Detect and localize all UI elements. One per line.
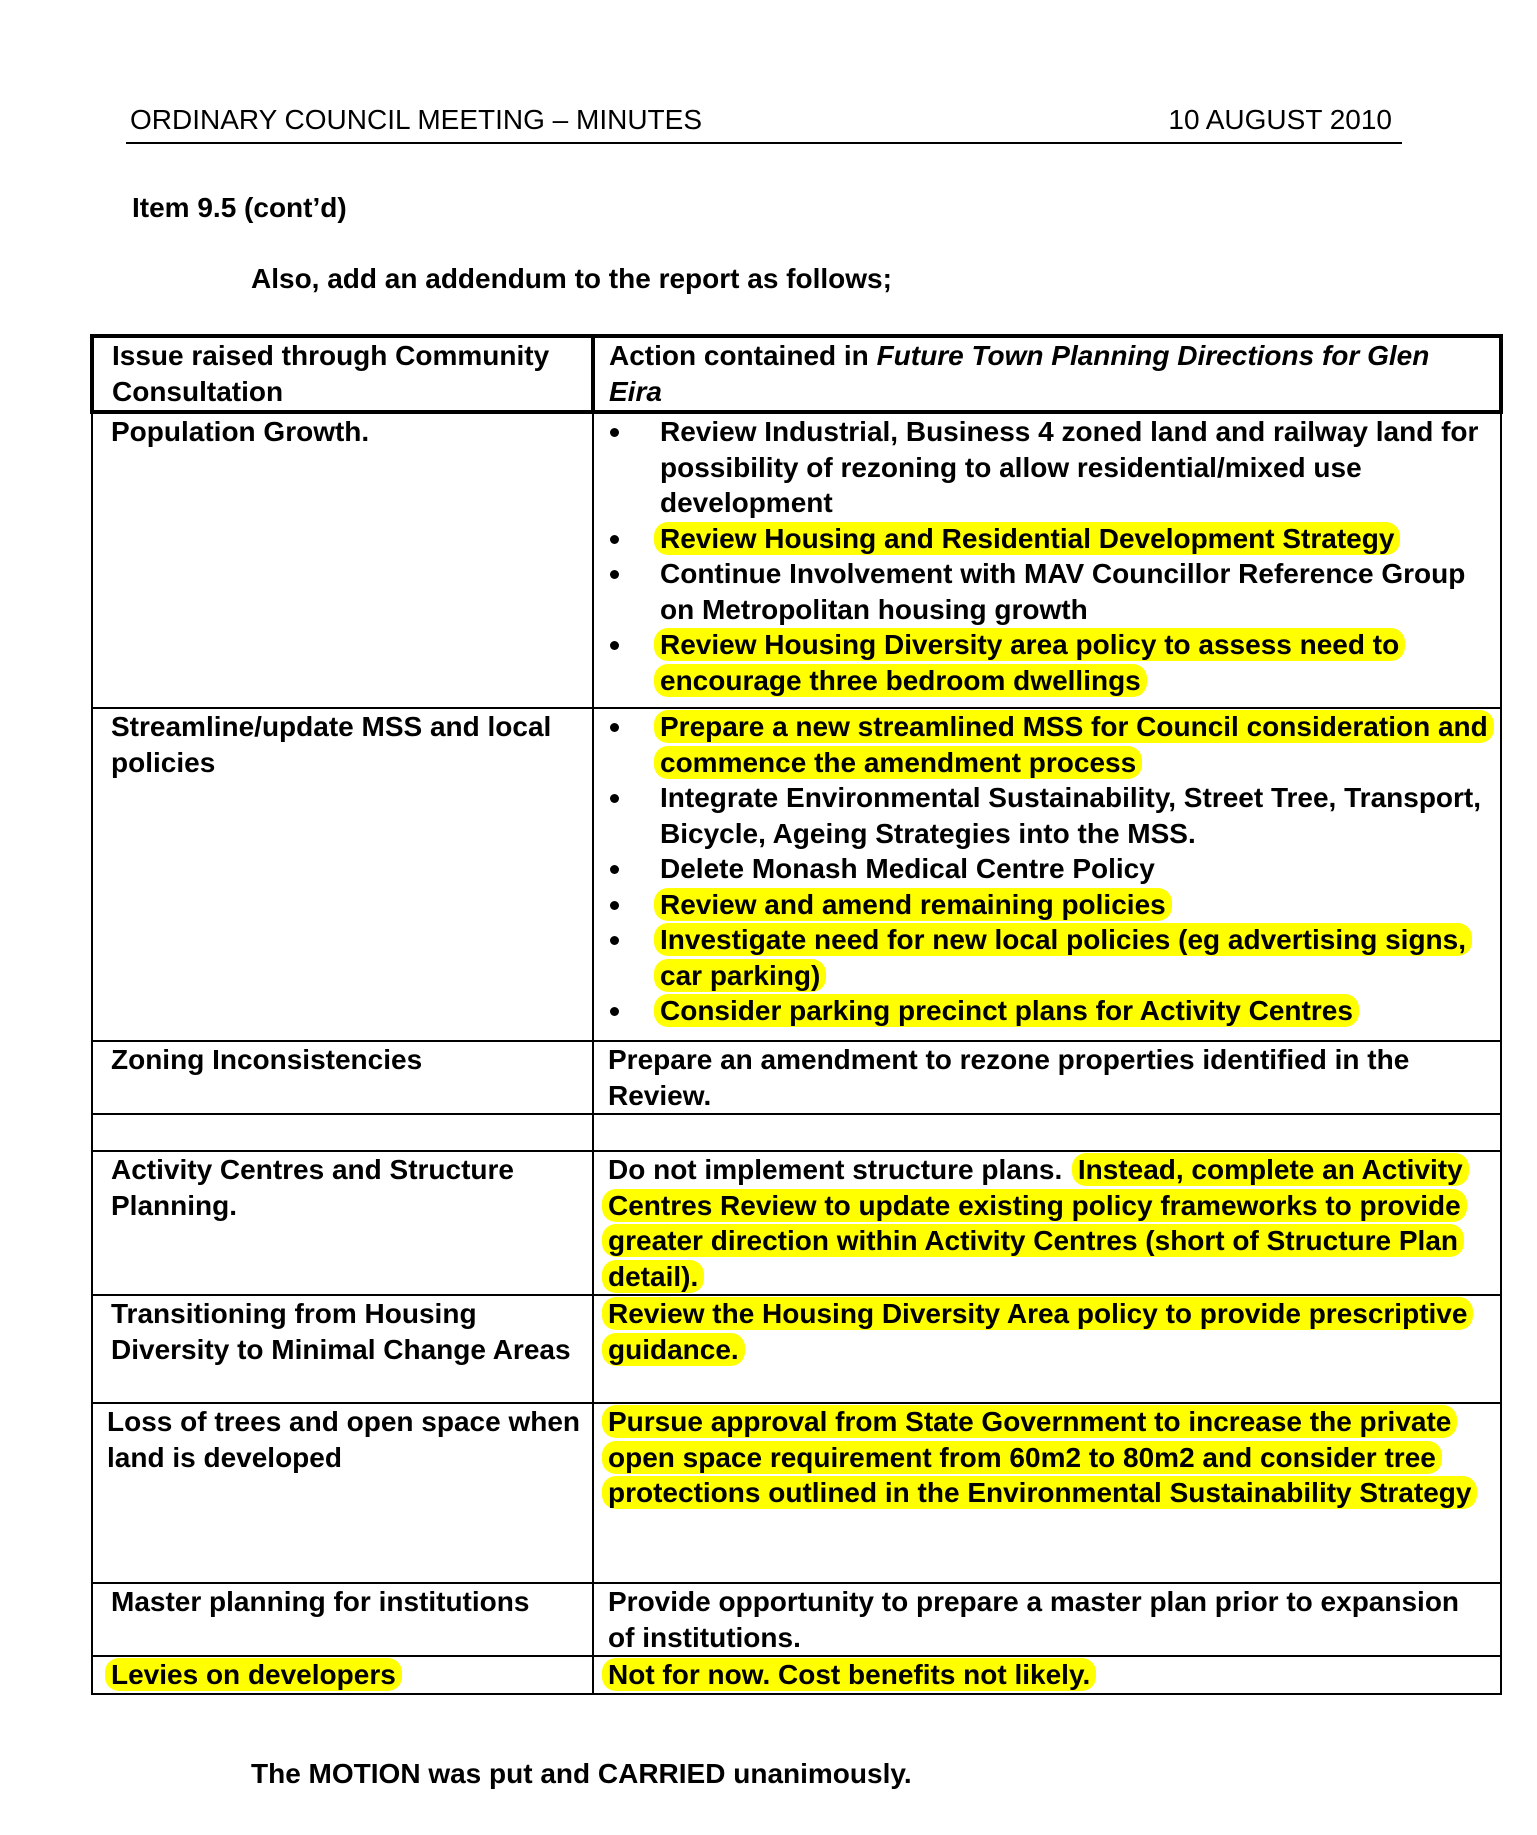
issue-cell: Loss of trees and open space when land is developed [92,1403,593,1583]
list-item [608,709,1490,780]
document-title: ORDINARY COUNCIL MEETING – MINUTES [130,104,703,135]
table-row [92,412,1501,708]
action-cell [593,412,1501,708]
action-text: Integrate Environmental Sustainability, Street Tree, Transport, Bicycle, Ageing Strategies into the MSS. [660,782,1482,849]
action-text: Do not implement structure plans. [608,1154,1063,1185]
action-cell: Prepare an amendment to rezone properties identified in the Review. [593,1041,1501,1114]
list-item [608,521,1490,557]
highlighted-action-text: Not for now. Cost benefits not likely. [602,1658,1096,1691]
table-row [92,1151,1501,1295]
highlighted-action-text: Consider parking precinct plans for Activity Centres [654,994,1359,1027]
action-text: Delete Monash Medical Centre Policy [660,853,1155,884]
list-item [608,922,1490,993]
addendum-table [90,334,1503,1695]
motion-result: The MOTION was put and CARRIED unanimously. [251,1758,912,1789]
action-cell [593,1403,1501,1583]
table-row [92,1403,1501,1583]
table-row [92,1041,1501,1114]
item-heading: Item 9.5 (cont’d) [132,192,347,223]
table-row [92,1583,1501,1656]
column-header-action [593,336,1501,412]
issue-cell [92,1656,593,1694]
issue-cell: Activity Centres and Structure Planning. [92,1151,593,1295]
table-row [92,1656,1501,1694]
page-header [126,104,1402,144]
action-cell [593,1295,1501,1403]
highlighted-action-text: Review Housing and Residential Development Strategy [654,522,1400,555]
action-list [608,414,1490,698]
table-row [92,708,1501,1041]
highlighted-issue-text: Levies on developers [105,1658,402,1691]
issue-cell: Zoning Inconsistencies [92,1041,593,1114]
list-item [608,556,1490,627]
table-header-row [92,336,1501,412]
list-item [608,414,1490,521]
table-row-empty [92,1114,1501,1151]
action-text: Review Industrial, Business 4 zoned land and railway land for possibility of rezoning to allow residential/mixed use development [660,416,1479,518]
column-header-issue: Issue raised through Community Consultation [92,336,593,412]
action-list [608,709,1490,1029]
issue-cell [92,1114,593,1151]
list-item [608,851,1490,887]
issue-cell: Streamline/update MSS and local policies [92,708,593,1041]
action-text: Continue Involvement with MAV Councillor Reference Group on Metropolitan housing growth [660,558,1466,625]
action-cell: Provide opportunity to prepare a master plan prior to expansion of institutions. [593,1583,1501,1656]
list-item [608,627,1490,698]
list-item [608,887,1490,923]
highlighted-action-text: Pursue approval from State Government to increase the private open space requirement from 60m2 to 80m2 and consider tree protections outlined in the Environmental Sustainability Strategy [602,1405,1477,1509]
meeting-date: 10 AUGUST 2010 [1168,104,1392,135]
table-row [92,1295,1501,1403]
list-item [608,780,1490,851]
list-item [608,993,1490,1029]
highlighted-action-text: Investigate need for new local policies (eg advertising signs, car parking) [654,923,1472,992]
issue-cell: Master planning for institutions [92,1583,593,1656]
issue-cell: Population Growth. [92,412,593,708]
highlighted-action-text: Prepare a new streamlined MSS for Council consideration and commence the amendment process [654,710,1494,779]
addendum-intro: Also, add an addendum to the report as follows; [251,263,892,294]
action-cell [593,1114,1501,1151]
highlighted-action-text: Review the Housing Diversity Area policy to provide prescriptive guidance. [602,1297,1473,1366]
highlighted-action-text: Instead, complete an Activity Centres Review to update existing policy frameworks to provide greater direction within Activity Centres (short of Structure Plan detail). [602,1153,1469,1293]
action-cell [593,1656,1501,1694]
action-cell [593,708,1501,1041]
action-header-document-title: Future Town Planning Directions for Glen Eira [609,340,1430,407]
issue-cell: Transitioning from Housing Diversity to Minimal Change Areas [92,1295,593,1403]
highlighted-action-text: Review and amend remaining policies [654,888,1172,921]
action-header-prefix: Action contained in [609,340,877,371]
highlighted-action-text: Review Housing Diversity area policy to assess need to encourage three bedroom dwellings [654,628,1405,697]
action-cell [593,1151,1501,1295]
